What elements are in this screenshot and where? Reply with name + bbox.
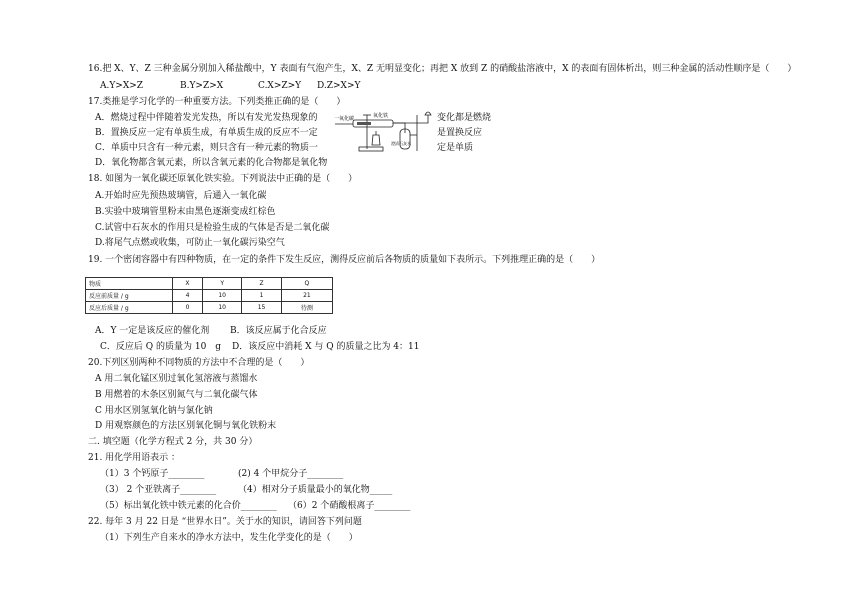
- q17-option-c: C．单质中只含有一种元素，则只含有一种元素的物质一: [95, 143, 318, 153]
- q20-option-d: D 用观察颜色的方法区别氧化铜与氧化铁粉末: [95, 421, 277, 431]
- q19-option-a: A．Y 一定是该反应的催化剂: [95, 326, 210, 336]
- q18-option-d: D.将尾气点燃或收集，可防止一氧化碳污染空气: [95, 238, 285, 248]
- table-header: Q: [281, 278, 332, 290]
- table-row: [86, 290, 333, 302]
- q17-option-a: A．燃烧过程中伴随着发光发热，所以有发光发热现象的: [95, 113, 318, 123]
- q22-sub-1: （1）下列生产自来水的净水方法中，发生化学变化的是（ ）: [100, 533, 358, 543]
- table-cell: 反应前质量 / g: [86, 290, 173, 302]
- co-reduction-apparatus-figure: [333, 107, 433, 157]
- q17-option-a-cont: 变化都是燃烧: [437, 113, 492, 123]
- q19-option-c: C．反应后 Q 的质量为 10 g: [100, 342, 222, 352]
- q17-option-b: B．置换反应一定有单质生成，有单质生成的反应不一定: [95, 128, 318, 138]
- q16-option-c: C.X>Z>Y: [258, 81, 302, 91]
- table-cell: 21: [281, 290, 332, 302]
- table-cell: 反应后质量 / g: [86, 302, 173, 314]
- q19-stem: 19. 一个密闭容器中有四种物质，在一定的条件下发生反应，测得反应前后各物质的质量如下表所示。下列推理正确的是（ ）: [88, 255, 601, 265]
- table-cell: 10: [202, 290, 241, 302]
- table-header: X: [173, 278, 203, 290]
- limewater-label: 澄清石灰水: [391, 141, 411, 146]
- q17-option-b-cont: 是置换反应: [437, 128, 483, 138]
- table-cell: 0: [173, 302, 203, 314]
- co-label: 一氧化碳: [334, 116, 355, 122]
- q21-stem: 21. 用化学用语表示 ：: [88, 453, 181, 463]
- table-row: [86, 302, 333, 314]
- table-cell: 10: [202, 302, 241, 314]
- q16-stem: 16.把 X、Y、Z 三种金属分别加入稀盐酸中，Y 表面有气泡产生，X、Z 无明显变化；再把 X 放到 Z 的硝酸盐溶液中，X 的表面有固体析出，则三种金属的活动性顺序是（ ）: [88, 64, 797, 74]
- q21-item-2: (2) 4 个甲烷分子________: [238, 469, 344, 479]
- table-cell: 15: [242, 302, 281, 314]
- table-cell: 待测: [281, 302, 332, 314]
- q18-option-b: B.实验中玻璃管里粉末由黑色逐渐变成红棕色: [95, 207, 276, 217]
- table-cell: 4: [173, 290, 203, 302]
- table-header: Z: [242, 278, 281, 290]
- q21-item-6: （6）2 个硝酸根离子________: [288, 501, 411, 511]
- table-header: 物质: [86, 278, 173, 290]
- q21-item-1: （1）3 个钙原子________: [100, 469, 205, 479]
- q19-option-d: D．该反应中消耗 X 与 Q 的质量之比为 4：11: [232, 342, 420, 352]
- q17-stem: 17.类推是学习化学的一种重要方法。下列类推正确的是（ ）: [88, 97, 346, 107]
- q18-option-a: A.开始时应先预热玻璃管，后通入一氧化碳: [95, 191, 267, 201]
- q19-option-b: B．该反应属于化合反应: [230, 326, 327, 336]
- q17-option-c-cont: 定是单质: [437, 143, 474, 153]
- q20-option-a: A 用二氧化锰区别过氧化氢溶液与蒸馏水: [95, 374, 258, 384]
- table-header: Y: [202, 278, 241, 290]
- q16-option-d: D.Z>X>Y: [317, 81, 361, 91]
- q16-option-a: A.Y>X>Z: [100, 81, 144, 91]
- section-title: 二. 填空题（化学方程式 2 分，共 30 分）: [88, 437, 258, 447]
- q22-stem: 22. 每年 3 月 22 日是 “世界水日”。关于水的知识，请回答下列问题: [88, 517, 362, 527]
- q21-item-5: （5）标出氧化铁中铁元素的化合价________: [100, 501, 277, 511]
- mass-table: [85, 277, 333, 314]
- table-cell: 1: [242, 290, 281, 302]
- q16-option-b: B.Y>Z>X: [180, 81, 224, 91]
- fe2o3-label: 氧化铁: [373, 113, 389, 119]
- q21-item-3: （3） 2 个亚铁离子________: [100, 485, 217, 495]
- q17-option-d: D．氧化物都含氧元素，所以含氧元素的化合物都是氧化物: [95, 158, 328, 168]
- q21-item-4: （4）相对分子质量最小的氧化物_____: [238, 485, 393, 495]
- q18-option-c: C.试管中石灰水的作用只是检验生成的气体是否是二氧化碳: [95, 223, 330, 233]
- table-header-row: [86, 278, 333, 290]
- q18-stem: 18. 如图为一氧化碳还原氧化铁实验。下列说法中正确的是（ ）: [88, 174, 358, 184]
- q20-option-b: B 用燃着的木条区别氮气与二氧化碳气体: [95, 390, 258, 400]
- q20-option-c: C 用水区别氢氧化钠与氯化钠: [95, 406, 213, 416]
- q20-stem: 20.下列区别两种不同物质的方法中不合理的是（ ）: [88, 358, 310, 368]
